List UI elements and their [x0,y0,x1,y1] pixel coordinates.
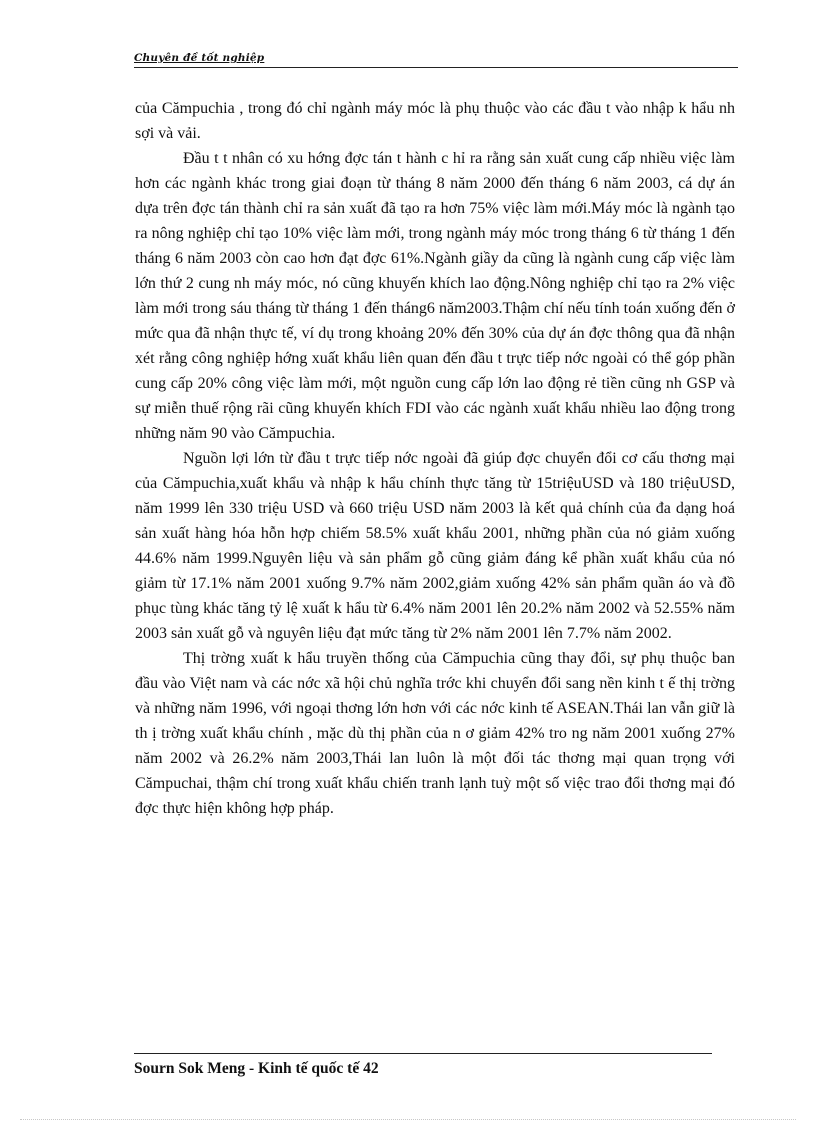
paragraph-4: Thị trờng xuất k hẩu truyền thống của Cămpuchia cũng thay đổi, sự phụ thuộc ban đầu vào Việt nam và các nớc xã hội chủ nghĩa trớc khi chuyển đổi sang nền kinh t ế thị trờng và những năm 1996, với ngoại thơng lớn hơn với các nớc kinh tế ASEAN.Thái lan vẫn giữ là th ị trờng xuất khẩu chính , mặc dù thị phần của n ơ giảm 42% tro ng năm 2001 xuống 27% năm 2002 và 26.2% năm 2003,Thái lan luôn là một đối tác thơng mại quan trọng với Cămpuchai, thậm chí trong xuất khẩu chiến tranh lạnh tuỳ một số việc trao đổi thơng mại đó đợc thực hiện không hợp pháp. [135,650,735,817]
footer-divider [134,1053,712,1054]
page-edge-divider [20,1119,796,1120]
paragraph-3: Nguồn lợi lớn từ đầu t trực tiếp nớc ngoài đã giúp đợc chuyển đổi cơ cấu thơng mại của Cămpuchia,xuất khẩu và nhập k hẩu chính thực tăng từ 15triệuUSD và 180 triệuUSD, năm 1999 lên 330 triệu USD và 660 triệu USD năm 2003 là kết quả chính của đa dạng hoá sản xuất hàng hóa hỗn hợp chiếm 58.5% xuất khẩu 2001, những phần của nó giảm xuống 44.6% năm 1999.Nguyên liệu và sản phẩm gỗ cũng giảm đáng kể phần xuất khẩu của nó giảm từ 17.1% năm 2001 xuống 9.7% năm 2002,giảm xuống 42% sản phẩm quần áo và đồ phục tùng khác tăng tỷ lệ xuất k hẩu từ 6.4% năm 2001 lên 20.2% năm 2002 và 52.55% năm 2003 sản xuất gỗ và nguyên liệu đạt mức tăng từ 2% năm 2001 lên 7.7% năm 2002. [135,450,735,642]
document-body [135,96,735,821]
page-header [134,48,738,68]
paragraph-1: của Cămpuchia , trong đó chỉ ngành máy móc là phụ thuộc vào các đầu t vào nhập k hẩu nh sợi và vải. [135,100,735,142]
footer-author: Sourn Sok Meng - Kinh tế quốc tế 42 [134,1060,379,1077]
paragraph-2: Đầu t t nhân có xu hớng đợc tán t hành c hỉ ra rằng sản xuất cung cấp nhiều việc làm hơn các ngành khác trong giai đoạn từ tháng 8 năm 2000 đến tháng 6 năm 2003, cá dự án dựa trên đợc tán thành chỉ ra sản xuất đã tạo ra hơn 75% việc làm mới.Máy móc là ngành tạo ra nông nghiệp chỉ tạo 10% việc làm mới, trong ngành máy móc trong tháng 6 từ tháng 1 đến tháng 6 năm 2003 còn cao hơn đạt đợc 61%.Ngành giầy da cũng là ngành cung cấp việc làm lớn thứ 2 cung nh máy móc, nó cũng khuyến khích lao động.Nông nghiệp chỉ tạo ra 2% việc làm mới trong sáu tháng từ tháng 1 đến tháng6 năm2003.Thậm chí nếu tính toán xuống đến ở mức qua đã nhận thực tế, ví dụ trong khoảng 20% đến 30% của dự án đợc thông qua đã nhận xét rằng công nghiệp hớng xuất khẩu liên quan đến đầu t trực tiếp nớc ngoài có thể góp phần cung cấp 20% công việc làm mới, một nguồn cung cấp lớn lao động rẻ tiền cũng nh GSP và sự miễn thuế rộng rãi cũng khuyến khích FDI vào các ngành xuất khẩu nhiều lao động trong những năm 90 vào Cămpuchia. [135,150,735,442]
header-title: Chuyên đề tốt nghiệp [134,52,265,64]
